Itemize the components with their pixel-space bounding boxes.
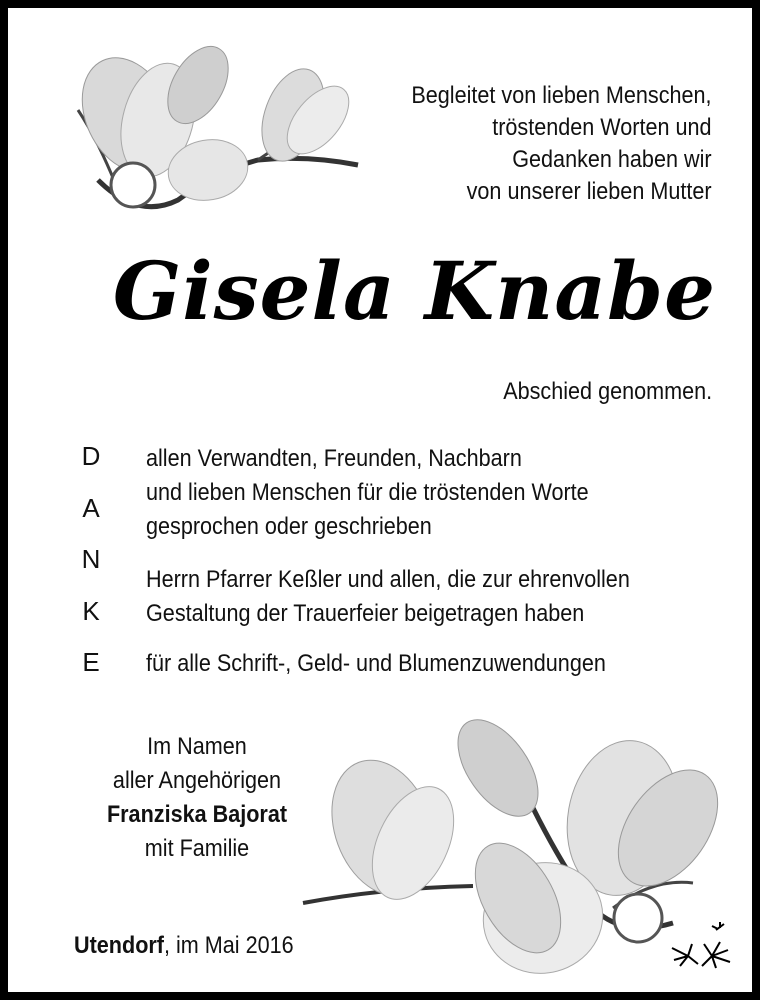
intro-line: von unserer lieben Mutter <box>467 178 712 205</box>
danke-vertical <box>76 436 106 694</box>
signature-block <box>94 730 301 866</box>
thanks-line: Gestaltung der Trauerfeier beigetragen haben <box>146 600 585 627</box>
intro-line: Begleitet von lieben Menschen, <box>411 82 712 109</box>
danke-letter: N <box>81 544 101 574</box>
magnolia-branch-icon <box>58 30 378 230</box>
farewell-text: Abschied genommen. <box>503 378 712 405</box>
thanks-line: Herrn Pfarrer Keßler und allen, die zur ehrenvollen <box>146 566 630 593</box>
place-date <box>74 932 294 960</box>
magnolia-branch-icon <box>293 708 733 993</box>
thanks-paragraph <box>146 647 606 681</box>
intro-line: tröstenden Worten und <box>492 114 712 141</box>
place-name: Utendorf <box>74 932 164 959</box>
danke-letter: A <box>82 492 100 523</box>
ornament-icon <box>668 920 738 970</box>
thanks-line: allen Verwandten, Freunden, Nachbarn <box>146 445 522 472</box>
deceased-name: Gisela Knabe <box>112 244 716 338</box>
intro-text <box>412 80 712 208</box>
thanks-line: gesprochen oder geschrieben <box>146 513 432 540</box>
danke-letter: K <box>82 595 100 626</box>
thanks-paragraph <box>146 442 589 544</box>
danke-letter: E <box>82 647 100 677</box>
intro-line: Gedanken haben wir <box>512 146 712 173</box>
signature-line: mit Familie <box>144 835 250 862</box>
danke-letter: D <box>81 441 101 471</box>
thanks-line: für alle Schrift-, Geld- und Blumenzuwendungen <box>146 650 606 677</box>
signatory-name: Franziska Bajorat <box>106 801 288 828</box>
signature-line: aller Angehörigen <box>112 767 282 794</box>
date-text: , im Mai 2016 <box>163 932 294 959</box>
signature-line: Im Namen <box>147 733 247 760</box>
thanks-line: und lieben Menschen für die tröstenden Worte <box>146 479 589 506</box>
thanks-paragraph <box>146 563 630 631</box>
